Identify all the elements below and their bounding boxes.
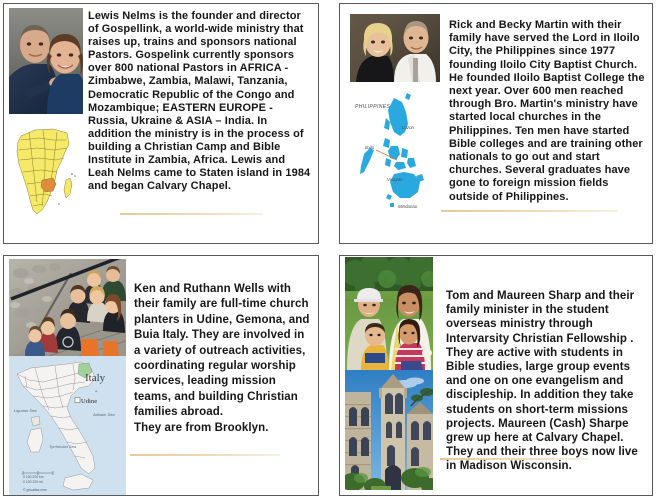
svg-text:0 100 200 km: 0 100 200 km bbox=[23, 475, 44, 479]
media-column-sharp bbox=[345, 257, 433, 490]
card-tom-maureen-sharp bbox=[339, 255, 653, 496]
media-column-nelms bbox=[9, 8, 83, 240]
media-column-martin bbox=[350, 14, 440, 216]
bio-paragraph: Ken and Ruthann Wells with their family are full-time church planters in Udine, Gemona, and Buia Italy. They are involved in a variety of outreach activities, coordinating regular worship services, leading mission teams, and building Christian families abroad. bbox=[134, 283, 310, 419]
bio-paragraph: Lewis Nelms is the founder and director of Gospellink, a world-wide ministry that raises up, trains and sponsors national Pastors. Gospelink currently sponsors over 800 national Pastors in AFRICA - Zimbabwe, Zambia, Malawi, Tanzania, Democratic Republic of the Congo and Mozambique; EASTERN EUROPE - Russia, Ukraine & ASIA – India. In addition the ministry is in the process of building a Christian Camp and Bible Institute in Zambia, Africa. Lewis and Leah Nelms came to Staten island in 1984 and began Calvary Chapel. bbox=[88, 10, 311, 193]
bio-paragraph: Tom and Maureen Sharp and their family minister in the student overseas ministry through Intervarsity Christian Fellowship . They are active with students in Bible studies, large group events and one on one evangelism and discipleship. In addition they take students on short-term missions projects. Maureen (Cash) Sharpe grew up here at Calvary Chapel. They and their three boys now live in Madison Wisconsin. bbox=[446, 290, 638, 473]
card-lewis-nelms bbox=[3, 3, 319, 244]
map-label-udine: Udine bbox=[81, 398, 98, 405]
bio-text-nelms bbox=[88, 10, 312, 193]
map-label-philippines: PHILIPPINES bbox=[355, 104, 391, 110]
family-photo-wells bbox=[9, 259, 126, 356]
portrait-photo-nelms bbox=[9, 8, 83, 114]
map-label-adriatic-sea: Adriatic Sea bbox=[93, 412, 115, 417]
map-label-luzon: Luzon bbox=[402, 125, 414, 130]
bio-text-sharp bbox=[446, 289, 646, 474]
family-photo-sharp bbox=[345, 257, 433, 370]
philippines-map bbox=[350, 88, 440, 216]
accent-underline bbox=[120, 213, 263, 215]
card-ken-ruthann-wells bbox=[3, 255, 319, 496]
svg-text:0 100 200 mi: 0 100 200 mi bbox=[23, 480, 43, 484]
map-label-visayas: Visayas bbox=[387, 177, 403, 182]
africa-map bbox=[9, 118, 83, 240]
bio-text-martin bbox=[449, 19, 645, 204]
accent-underline bbox=[441, 210, 618, 212]
svg-text:◈: ◈ bbox=[95, 389, 98, 393]
card-rick-becky-martin bbox=[339, 3, 653, 244]
map-label-ligurian-sea: Ligurian Sea bbox=[14, 408, 37, 413]
map-label-tyrrhenian-sea: Tyrrhenian Sea bbox=[49, 444, 77, 449]
portrait-photo-martin bbox=[350, 14, 440, 82]
bio-paragraph: Rick and Becky Martin with their family have served the Lord in Iloilo City, the Philippines since 1977 founding Iloilo City Baptist Church. He founded Iloilo Baptist College the next year. Over 600 men reached through Bro. Martin's ministry have started local churches in the Philippines. Ten men have started Bible colleges and are training other nationals to go out and start churches. Several graduates have gone to foreign mission fields outside of Philippines. bbox=[449, 19, 645, 203]
svg-text:© geoatlas.com: © geoatlas.com bbox=[23, 488, 47, 492]
campus-building-photo bbox=[345, 370, 433, 490]
accent-underline bbox=[440, 458, 588, 460]
map-label-mindanao: Mindanao bbox=[398, 204, 418, 209]
italy-map bbox=[9, 356, 126, 496]
media-column-wells bbox=[9, 259, 126, 496]
bio-paragraph-secondary: They are from Brooklyn. bbox=[134, 421, 269, 434]
accent-underline bbox=[130, 454, 280, 456]
map-label-italy: Italy bbox=[85, 372, 106, 384]
bio-text-wells bbox=[134, 282, 312, 436]
map-label-iloilo: Iloilo bbox=[365, 145, 375, 150]
